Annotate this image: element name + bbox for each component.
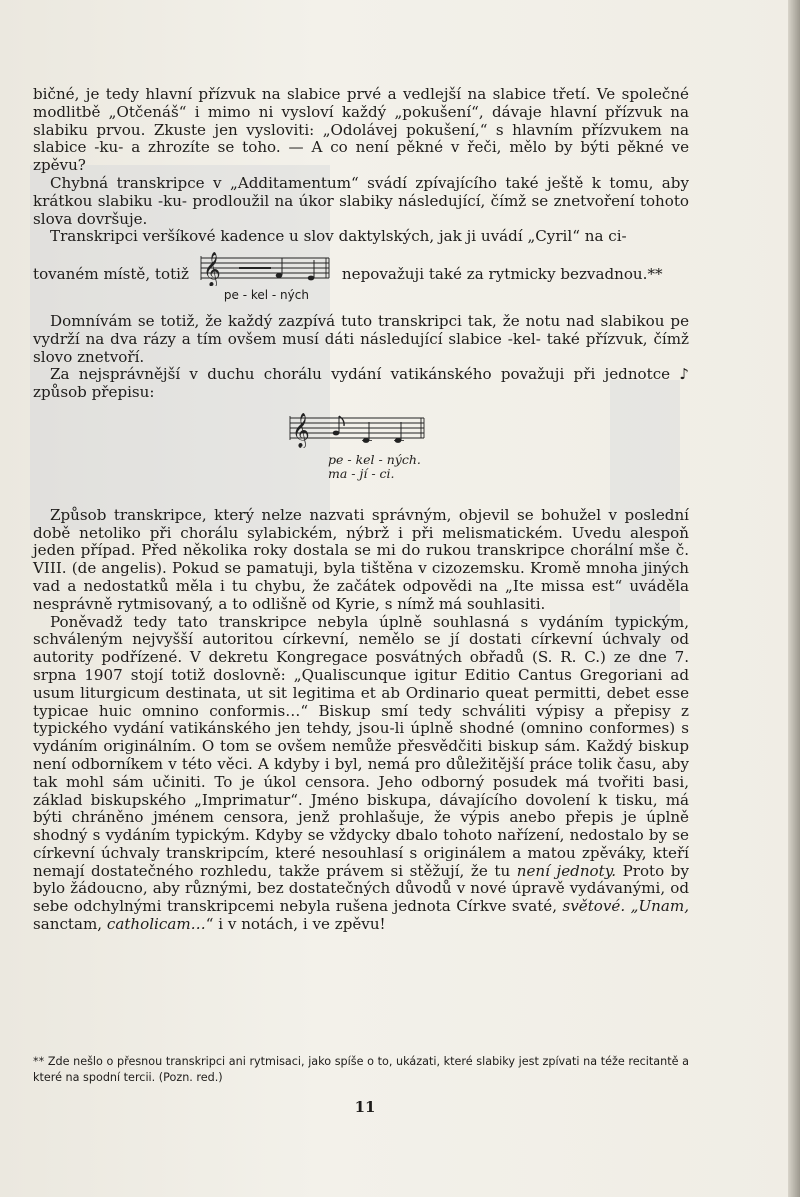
paragraph-4: Domnívám se totiž, že každý zazpívá tuto transkripci tak, že notu nad slabikou pe vydrží na dva rázy a tím ovšem musí dáti následující slabice -kel- také přízvuk, čímž slovo znetvoří. — [33, 311, 689, 366]
page-edge-shadow — [788, 0, 800, 1197]
paragraph-7-mid: Proto by bylo žádoucno, aby různými, bez dostatečných důvodů v nové úpravě vydávanými, od sebe odchylnými transkripcemi nebyla rušena jednota Církve svaté, — [33, 861, 689, 916]
staff-1-svg — [199, 252, 334, 286]
paragraph-7 — [33, 614, 689, 934]
footnote: ** Zde nešlo o přesnou transkripci ani rytmisaci, jako spíše o to, ukázati, které slabiky jest zpívati na téže recitantě a které na spodní tercii. (Pozn. red.) — [33, 1055, 689, 1084]
paragraph-7-end: “ i v notách, i ve zpěvu! — [205, 915, 386, 934]
music-example-1 — [199, 252, 334, 305]
paragraph-7-plain-2: sanctam, — [33, 915, 107, 934]
music-2-syllables-line-2: ma - jí - ci. — [328, 465, 395, 481]
paragraph-7-italic-3: catholicam… — [106, 915, 206, 934]
note-pe — [333, 431, 340, 436]
treble-clef-icon: 𝄞 — [202, 252, 221, 287]
paragraph-6: Způsob transkripce, který nelze nazvati správným, objevil se bohužel v poslední době netoliko při chorálu sylabickém, nýbrž i při melismatickém. Uvedu alespoň jeden případ. Před několika roky dostala se mi do rukou transkripce chorální mše č. VIII. (de angelis). Pokud se pamatuji, byla tištěna v cizozemsku. Kromě mnoha jiných vad a nedostatků měla i tu chybu, že začátek odpovědi na „Ite missa est“ uváděla nesprávně rytmisovaný, a to odlišně od Kyrie, s nímž má souhlasiti. — [33, 505, 689, 613]
note-nych — [308, 276, 315, 281]
paragraph-3: Transkripci veršíkové kadence u slov daktylských, jak ji uvádí „Cyril“ na ci- — [50, 227, 627, 246]
paragraph-5: Za nejsprávnější v duchu chorálu vydání vatikánského považuji při jednotce ♪ způsob přepisu: — [33, 365, 689, 402]
staff-2-svg — [288, 412, 428, 448]
music-example-1-row — [33, 252, 689, 305]
paragraph-1: bičné, je tedy hlavní přízvuk na slabice prvé a vedlejší na slabice třetí. Ve společné modlitbě „Otčenáš“ i mimo ni vysloví každý „pokušení“, dávaje hlavní přízvuk na slabiku prvou. Zkuste jen vysloviti: „Odolávej pokušení,“ s hlavním přízvukem na slabice -ku- a zhrozíte se toho. — A co není pěkné v řeči, mělo by býti pěkné ve zpěvu? — [33, 85, 689, 175]
music-2-syllables-line-1: pe - kel - ných. — [328, 451, 421, 467]
body-text — [33, 86, 689, 934]
note-kel — [276, 273, 283, 278]
paragraph-3-tail: nepovažuji také za rytmicky bezvadnou.** — [341, 265, 663, 284]
paragraph-2: Chybná transkripce v „Additamentum“ svádí zpívajícího také ještě k tomu, aby krátkou slabiku -ku- prodloužil na úkor slabiky následující, čímž se znetvoření tohoto slova dovršuje. — [33, 173, 689, 228]
paragraph-7-italic-1: není jednoty. — [516, 861, 617, 880]
page-number: 11 — [354, 1098, 376, 1116]
treble-clef-icon: 𝄞 — [292, 412, 310, 448]
paragraph-7-text: Poněvadž tedy tato transkripce nebyla úplně souhlasná s vydáním typickým, schváleným nejvyšší autoritou církevní, nemělo se jí dostati církevní úchvaly od autority podřízené. V dekretu Kongregace posvátných obřadů (S. R. C.) ze dne 7. srpna 1907 stojí totiž doslovně: „Qualiscunque igitur Editio Cantus Gregoriani ad usum liturgicum destinata, ut sit legitima et ab Ordinario queat permitti, debet esse typicae huic omnino conformis…“ Biskup smí tedy schváliti výpisy a přepisy z typického vydání vatikánského jen tehdy, jsou-li úplně shodné (omnino conformes) s vydáním originálním. O tom se ovšem nemůže přesvědčiti biskup sám. Každý biskup není odborníkem v této věci. A kdyby i byl, nemá pro důležitější práce tolik času, aby tak mohl sám učiniti. To je úkol censora. Jeho odborný posudek má tvořiti basi, základ biskupského „Imprimatur“. Jméno biskupa, dávajícího dovolení k tisku, má býti chráněno jménem censora, jenž prohlašuje, že výpis anebo přepis je úplně shodný s vydáním typickým. Kdyby se vždycky dbalo tohoto nařízení, nedostalo by se církevní úchvaly transkripcím, které nesouhlasí s originálem a matou zpěváky, kteří nemají dostatečného rozhledu, takže právem si stěžují, že tu — [33, 612, 689, 880]
music-example-2 — [33, 412, 689, 481]
paragraph-7-italic-2: světové. „Unam, — [562, 897, 689, 916]
paragraph-3-lead: tovaném místě, totiž — [33, 265, 189, 284]
music-1-syllables: pe - kel - ných — [223, 288, 309, 303]
